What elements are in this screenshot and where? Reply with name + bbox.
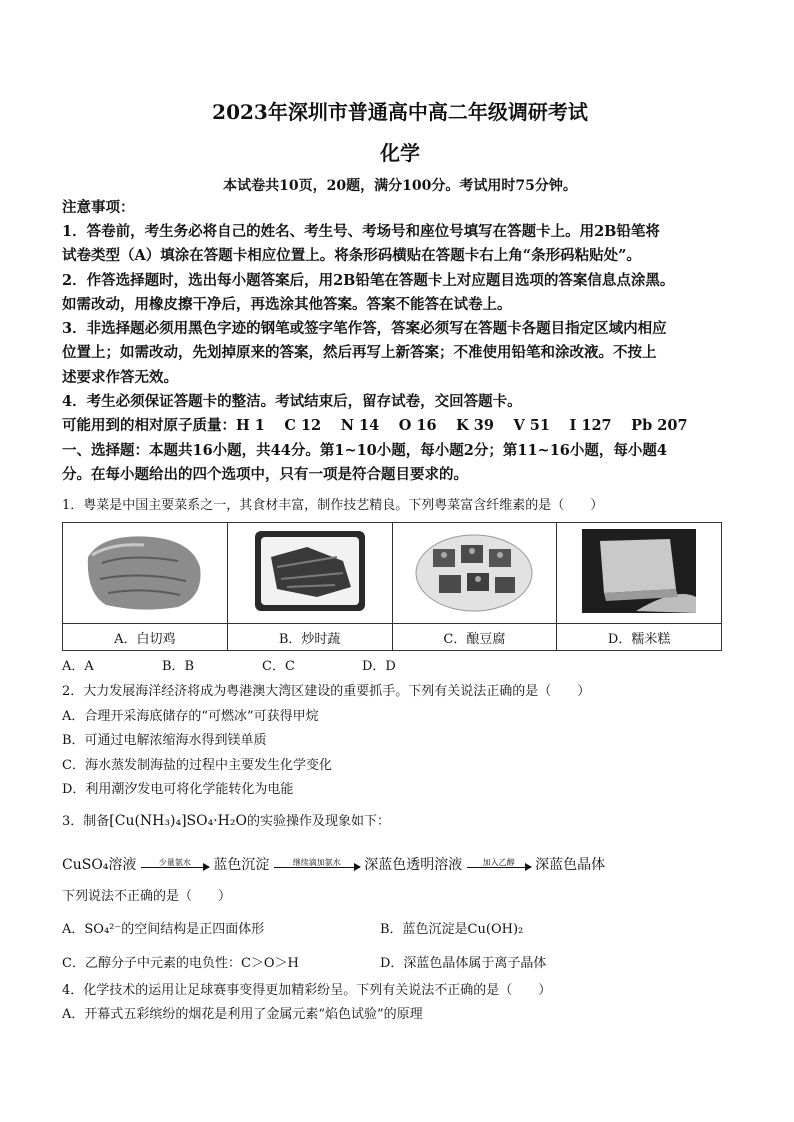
- stuffed-tofu-photo-icon: [411, 527, 537, 615]
- notice-line: 如需改动，用橡皮擦干净后，再选涂其他答案。答案不能答在试卷上。: [62, 295, 512, 313]
- question-2: [62, 680, 738, 803]
- question-4: [62, 979, 738, 1027]
- question-3-stem: [62, 812, 738, 831]
- white-chicken-photo-icon: [82, 527, 208, 615]
- stem-suffix: 的实验操作及现象如下：: [246, 814, 390, 829]
- notice-heading: 注意事项：: [62, 199, 135, 216]
- option-d: D．D: [362, 659, 396, 674]
- flow-start: CuSO₄溶液: [62, 857, 137, 873]
- arrow-label: 少量氨水: [158, 858, 191, 867]
- arrow-label: 继续滴加氨水: [292, 858, 341, 867]
- flow-arrow-3: [467, 858, 531, 874]
- flow-arrow-2: [274, 858, 360, 874]
- option-a: A．SO₄²⁻的空间结构是正四面体形: [62, 922, 265, 937]
- option-d: D．利用潮汐发电可将化学能转化为电能: [62, 782, 294, 797]
- stir-fried-vegetables-photo-icon: [247, 527, 373, 615]
- food-caption-c: C．酿豆腐: [392, 624, 557, 651]
- option-c: C．海水蒸发制海盐的过程中主要发生化学变化: [62, 757, 332, 773]
- subject-title: 化学: [380, 141, 420, 165]
- food-caption-a: A．白切鸡: [63, 624, 228, 651]
- food-cell-d: [557, 523, 722, 624]
- arrow-label: 加入乙醇: [482, 858, 515, 867]
- rice-cake-photo-icon: [576, 527, 702, 615]
- flow-end: 深蓝色晶体: [535, 857, 606, 873]
- exam-info: 本试卷共10页，20题，满分100分。考试用时75分钟。: [223, 178, 577, 194]
- option-a: A．合理开采海底储存的“可燃冰”可获得甲烷: [62, 708, 319, 724]
- section-heading: 分。在每小题给出的四个选项中，只有一项是符合题目要求的。: [62, 465, 468, 483]
- option-a: A．开幕式五彩缤纷的烟花是利用了金属元素“焰色试验”的原理: [62, 1007, 423, 1022]
- reaction-flow: [62, 854, 605, 874]
- option-c: C．C: [262, 659, 295, 674]
- notice-line: 2．作答选择题时，选出每小题答案后，用2B铅笔在答题卡上对应题目选项的答案信息点涂黑。: [62, 271, 675, 289]
- complex-formula: [Cu(NH₃)₄]SO₄·H₂O: [109, 813, 247, 829]
- notice-line: 4．考生必须保证答题卡的整洁。考试结束后，留存试卷，交回答题卡。: [62, 393, 522, 411]
- flow-mid-2: 深蓝色透明溶液: [364, 857, 463, 873]
- notice-line: 试卷类型（A）填涂在答题卡相应位置上。将条形码横贴在答题卡右上角“条形码粘贴处”。: [62, 247, 641, 265]
- arrow-line: [274, 867, 360, 868]
- question-text: [62, 812, 738, 831]
- question-text: 2．大力发展海洋经济将成为粤港澳大湾区建设的重要抓手。下列有关说法正确的是（ ）: [62, 684, 591, 699]
- food-caption-d: D．糯米糕: [557, 624, 722, 651]
- option-c: C．乙醇分子中元素的电负性：C＞O＞H: [62, 956, 299, 971]
- flow-mid-1: 蓝色沉淀: [213, 857, 270, 873]
- notice-line: 1．答卷前，考生务必将自己的姓名、考生号、考场号和座位号填写在答题卡上。用2B铅笔将: [62, 223, 660, 240]
- question-1-options: [62, 655, 462, 674]
- arrow-line: [141, 867, 209, 868]
- exam-title: 2023年深圳市普通高中高二年级调研考试: [212, 100, 588, 124]
- arrow-line: [467, 867, 531, 868]
- option-b: B．蓝色沉淀是Cu(OH)₂: [380, 922, 524, 937]
- food-caption-b: B．炒时蔬: [227, 624, 392, 651]
- food-cell-b: [227, 523, 392, 624]
- question-text: 下列说法不正确的是（ ）: [62, 889, 232, 904]
- atomic-masses: 可能用到的相对原子质量：H 1 C 12 N 14 O 16 K 39 V 51 I 127 Pb 207: [62, 417, 688, 435]
- notice-list: [62, 220, 738, 487]
- food-cell-c: [392, 523, 557, 624]
- notice-line: 3．非选择题必须用黑色字迹的钢笔或签字笔作答，答案必须写在答题卡各题目指定区域内相应: [62, 320, 667, 338]
- question-3-prompt: [62, 888, 738, 906]
- option-b: B．B: [162, 659, 195, 674]
- question-1-stem: [62, 497, 738, 515]
- food-cell-a: [63, 523, 228, 624]
- notice-line: 述要求作答无效。: [62, 368, 178, 386]
- notice-line: 位置上；如需改动，先划掉原来的答案，然后再写上新答案；不准使用铅笔和涂改液。不按上: [62, 344, 657, 362]
- question-text: 1．粤菜是中国主要菜系之一，其食材丰富，制作技艺精良。下列粤菜富含纤维素的是（ ）: [62, 498, 604, 513]
- stem-prefix: 3．制备: [62, 814, 110, 829]
- option-d: D．深蓝色晶体属于离子晶体: [380, 956, 547, 971]
- question-text: 4．化学技术的运用让足球赛事变得更加精彩纷呈。下列有关说法不正确的是（ ）: [62, 983, 552, 998]
- option-b: B．可通过电解浓缩海水得到镁单质: [62, 733, 267, 748]
- section-heading: 一、选择题：本题共16小题，共44分。第1~10小题，每小题2分；第11~16小题，每小题4: [62, 441, 667, 459]
- flow-arrow-1: [141, 858, 209, 874]
- food-image-table: [62, 522, 722, 651]
- option-a: A．A: [62, 659, 94, 674]
